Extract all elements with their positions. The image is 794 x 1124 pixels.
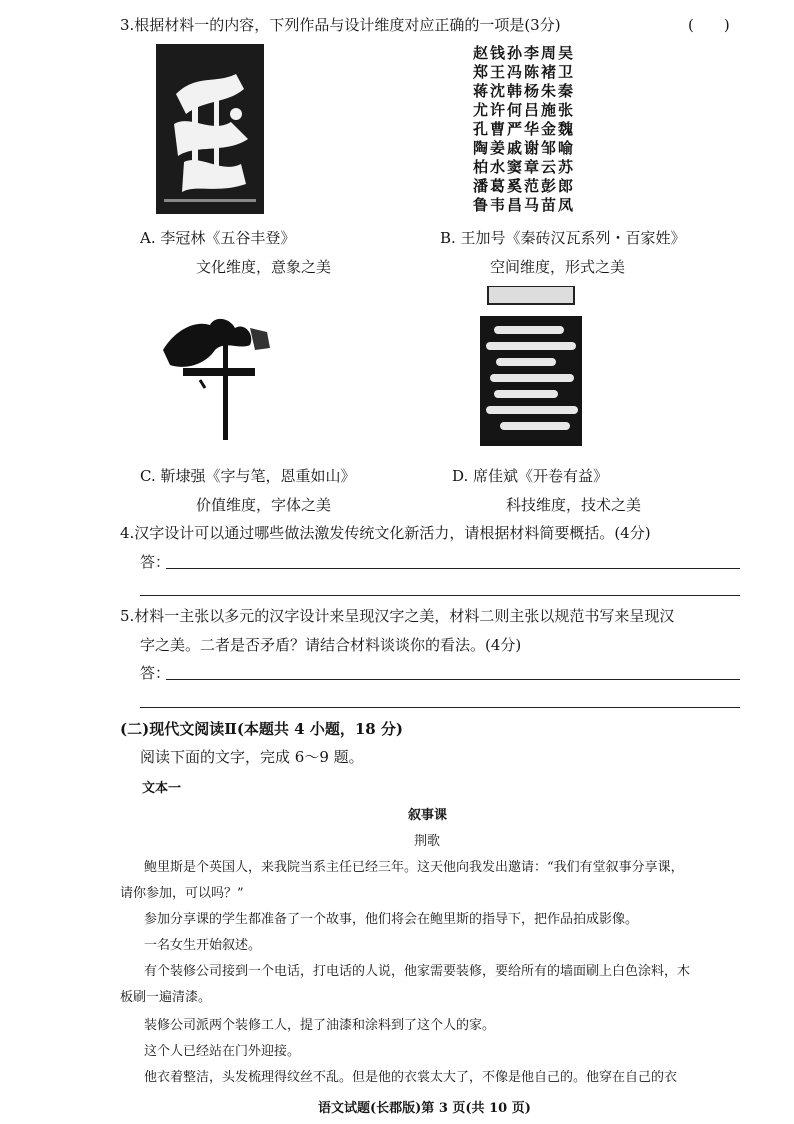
answer-label: 答： [140, 664, 171, 682]
section-instruction: 阅读下面的文字，完成 6～9 题。 [140, 748, 364, 766]
option-d-caption: D. 席佳斌《开卷有益》 [452, 467, 609, 485]
figure-d-scroll-design [476, 286, 586, 446]
option-b-subtitle: 空间维度，形式之美 [490, 258, 626, 276]
option-a-caption: A. 李冠林《五谷丰登》 [140, 229, 296, 247]
question-4-stem: 4.汉字设计可以通过哪些做法激发传统文化新活力，请根据材料简要概括。(4分) [120, 524, 651, 542]
answer-label: 答： [140, 553, 171, 571]
paragraph: 装修公司派两个装修工人，提了油漆和涂料到了这个人的家。 [144, 1018, 496, 1033]
paragraph: 有个装修公司接到一个电话，打电话的人说，他家需要装修，要给所有的墙面刷上白色涂料，木 [144, 964, 691, 979]
section-heading: (二)现代文阅读Ⅱ(本题共 4 小题，18 分) [120, 720, 404, 738]
option-a-subtitle: 文化维度，意象之美 [196, 258, 332, 276]
answer-line[interactable] [140, 595, 740, 596]
story-author: 荆歌 [414, 834, 441, 849]
paragraph: 板刷一遍清漆。 [120, 990, 212, 1005]
figure-b-surname-grid [473, 44, 663, 214]
paragraph: 参加分享课的学生都准备了一个故事，他们将会在鲍里斯的指导下，把作品拍成影像。 [144, 912, 639, 927]
text-label: 文本一 [142, 781, 182, 796]
figure-c-ink-painting [155, 310, 275, 440]
grid-row: 尤许何吕施张 [473, 101, 576, 119]
answer-line[interactable] [166, 568, 740, 569]
grid-row: 郑王冯陈褚卫 [473, 63, 576, 81]
option-d-subtitle: 科技维度，技术之美 [506, 496, 642, 514]
answer-line[interactable] [166, 679, 740, 680]
option-c-caption: C. 靳埭强《字与笔，恩重如山》 [140, 467, 356, 485]
question-5-stem-line-2: 字之美。二者是否矛盾？请结合材料谈谈你的看法。(4分) [140, 636, 522, 654]
grid-row: 赵钱孙李周吴 [473, 44, 576, 62]
paragraph: 鲍里斯是个英国人，来我院当系主任已经三年。这天他向我发出邀请：“我们有堂叙事分享课， [144, 860, 684, 875]
grid-row: 潘葛奚范彭郎 [473, 177, 576, 195]
grid-row: 鲁韦昌马苗凤 [473, 196, 576, 214]
option-b-caption: B. 王加号《秦砖汉瓦系列・百家姓》 [440, 229, 686, 247]
grid-row: 孔曹严华金魏 [473, 120, 576, 138]
answer-parenthesis: ( ) [688, 16, 730, 34]
question-5-stem-line-1: 5.材料一主张以多元的汉字设计来呈现汉字之美，材料二则主张以规范书写来呈现汉 [120, 607, 675, 625]
question-3-stem: 3.根据材料一的内容，下列作品与设计维度对应正确的一项是(3分) [120, 16, 561, 34]
paragraph: 请你参加，可以吗？” [120, 886, 244, 901]
grid-row: 柏水窦章云苏 [473, 158, 576, 176]
answer-line[interactable] [140, 707, 740, 708]
paragraph: 这个人已经站在门外迎接。 [144, 1044, 301, 1059]
grid-row: 陶姜戚谢邹喻 [473, 139, 576, 157]
grid-row: 蒋沈韩杨朱秦 [473, 82, 576, 100]
page-footer: 语文试题(长郡版)第 3 页(共 10 页) [318, 1101, 531, 1116]
option-c-subtitle: 价值维度，字体之美 [196, 496, 332, 514]
paragraph: 他衣着整洁，头发梳理得纹丝不乱。但是他的衣裳太大了，不像是他自己的。他穿在自己的衣 [144, 1070, 678, 1085]
figure-a-poster [156, 44, 264, 214]
paragraph: 一名女生开始叙述。 [144, 938, 262, 953]
story-title: 叙事课 [408, 808, 448, 823]
